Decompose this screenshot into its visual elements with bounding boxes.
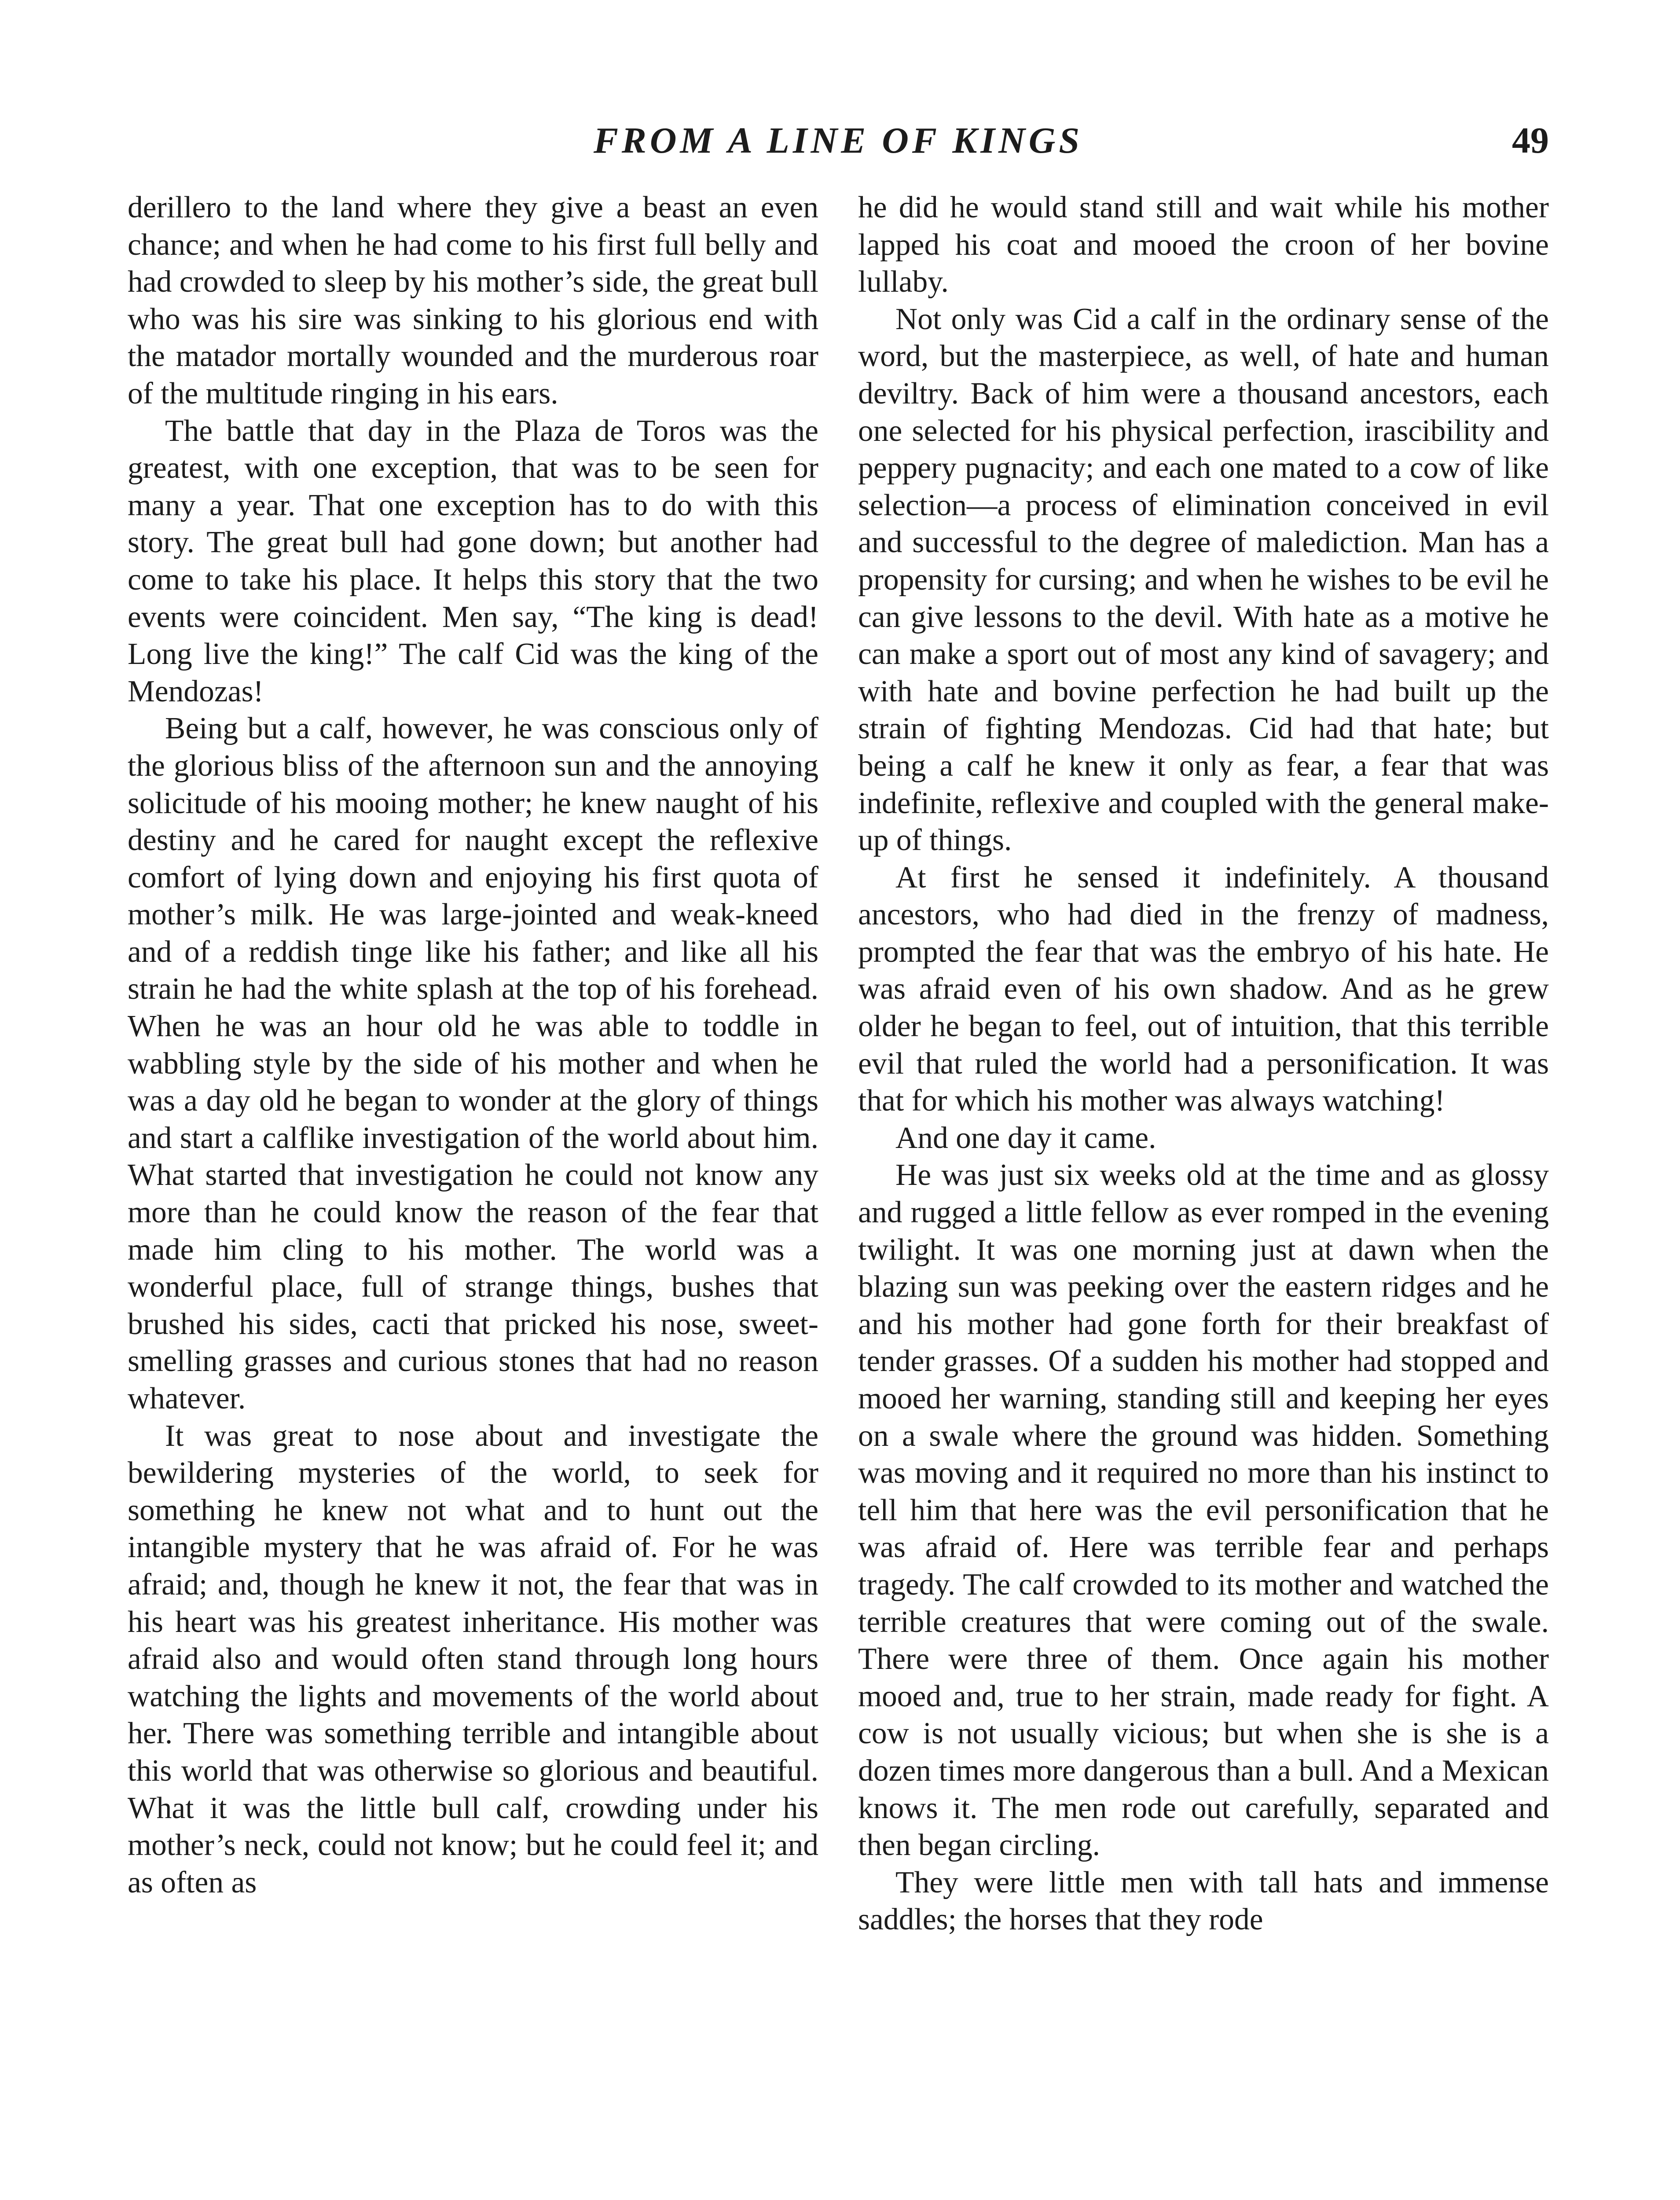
left-column (128, 189, 818, 1901)
paragraph: derillero to the land where they give a beast an even chance; and when he had come to his first full belly and had crowded to sleep by his mother’s side, the great bull who was his sire was sinking to his glorious end with the matador mortally wounded and the murderous roar of the multitude ringing in his ears. (128, 191, 818, 411)
right-column (858, 189, 1549, 1939)
paragraph: Being but a calf, however, he was conscious only of the glorious bliss of the afternoon sun and the annoying solicitude of his mooing mother; he knew naught of his destiny and he cared for naught except the reflexive comfort of lying down and enjoying his first quota of mother’s milk. He was large-jointed and weak-kneed and of a reddish tinge like his father; and like all his strain he had the white splash at the top of his forehead. When he was an hour old he was able to toddle in wabbling style by the side of his mother and when he was a day old he began to wonder at the glory of things and start a calflike investigation of the world about him. What started that investigation he could not know any more than he could know the reason of the fear that made him cling to his mother. The world was a wonderful place, full of strange things, bushes that brushed his sides, cacti that pricked his nose, sweet-smelling grasses and curious stones that had no reason whatever. (128, 711, 818, 1415)
paragraph: He was just six weeks old at the time and as glossy and rugged a little fellow as ever romped in the evening twilight. It was one morning just at dawn when the blazing sun was peeking over the eastern ridges and he and his mother had gone forth for their breakfast of tender grasses. Of a sudden his mother had stopped and mooed her warning, standing still and keeping her eyes on a swale where the ground was hidden. Something was moving and it required no more than his instinct to tell him that here was the evil personification that he was afraid of. Here was terrible fear and perhaps tragedy. The calf crowded to its mother and watched the terrible creatures that were coming out of the swale. There were three of them. Once again his mother mooed and, true to her strain, made ready for fight. A cow is not usually vicious; but when she is she is a dozen times more dangerous than a bull. And a Mexican knows it. The men rode out carefully, separated and then began circling. (858, 1158, 1549, 1863)
paragraph: They were little men with tall hats and immense saddles; the horses that they rode (858, 1865, 1549, 1937)
paragraph: At first he sensed it indefinitely. A thousand ancestors, who had died in the frenzy of madness, prompted the fear that was the embryo of his hate. He was afraid even of his own shadow. And as he grew older he began to feel, out of intuition, that this terrible evil that ruled the world had a personification. It was that for which his mother was always watching! (858, 860, 1549, 1118)
running-title: FROM A LINE OF KINGS (593, 120, 1083, 161)
page-header (128, 114, 1549, 167)
page-number: 49 (1512, 120, 1549, 161)
paragraph: Not only was Cid a calf in the ordinary sense of the word, but the masterpiece, as well, of hate and human deviltry. Back of him were a thousand ancestors, each one selected for his physical perfection, irascibility and peppery pugnacity; and each one mated to a cow of like selection—a process of elimination conceived in evil and successful to the degree of malediction. Man has a propensity for cursing; and when he wishes to be evil he can give lessons to the devil. With hate as a motive he can make a sport out of most any kind of savagery; and with hate and bovine perfection he had built up the strain of fighting Mendozas. Cid had that hate; but being a calf he knew it only as fear, a fear that was indefinite, reflexive and coupled with the general make-up of things. (858, 302, 1549, 858)
paragraph: It was great to nose about and investigate the bewildering mysteries of the world, to seek for something he knew not what and to hunt out the intangible mystery that he was afraid of. For he was afraid; and, though he knew it not, the fear that was in his heart was his greatest inheritance. His mother was afraid also and would often stand through long hours watching the lights and movements of the world about her. There was something terrible and intangible about this world that was otherwise so glorious and beautiful. What it was the little bull calf, crowding under his mother’s neck, could not know; but he could feel it; and as often as (128, 1419, 818, 1899)
paragraph: And one day it came. (895, 1121, 1156, 1155)
paragraph: The battle that day in the Plaza de Toros was the greatest, with one exception, that was to be seen for many a year. That one exception has to do with this story. The great bull had gone down; but another had come to take his place. It helps this story that the two events were coincident. Men say, “The king is dead! Long live the king!” The calf Cid was the king of the Mendozas! (128, 414, 818, 708)
paragraph: he did he would stand still and wait while his mother lapped his coat and mooed the croon of her bovine lullaby. (858, 191, 1549, 299)
